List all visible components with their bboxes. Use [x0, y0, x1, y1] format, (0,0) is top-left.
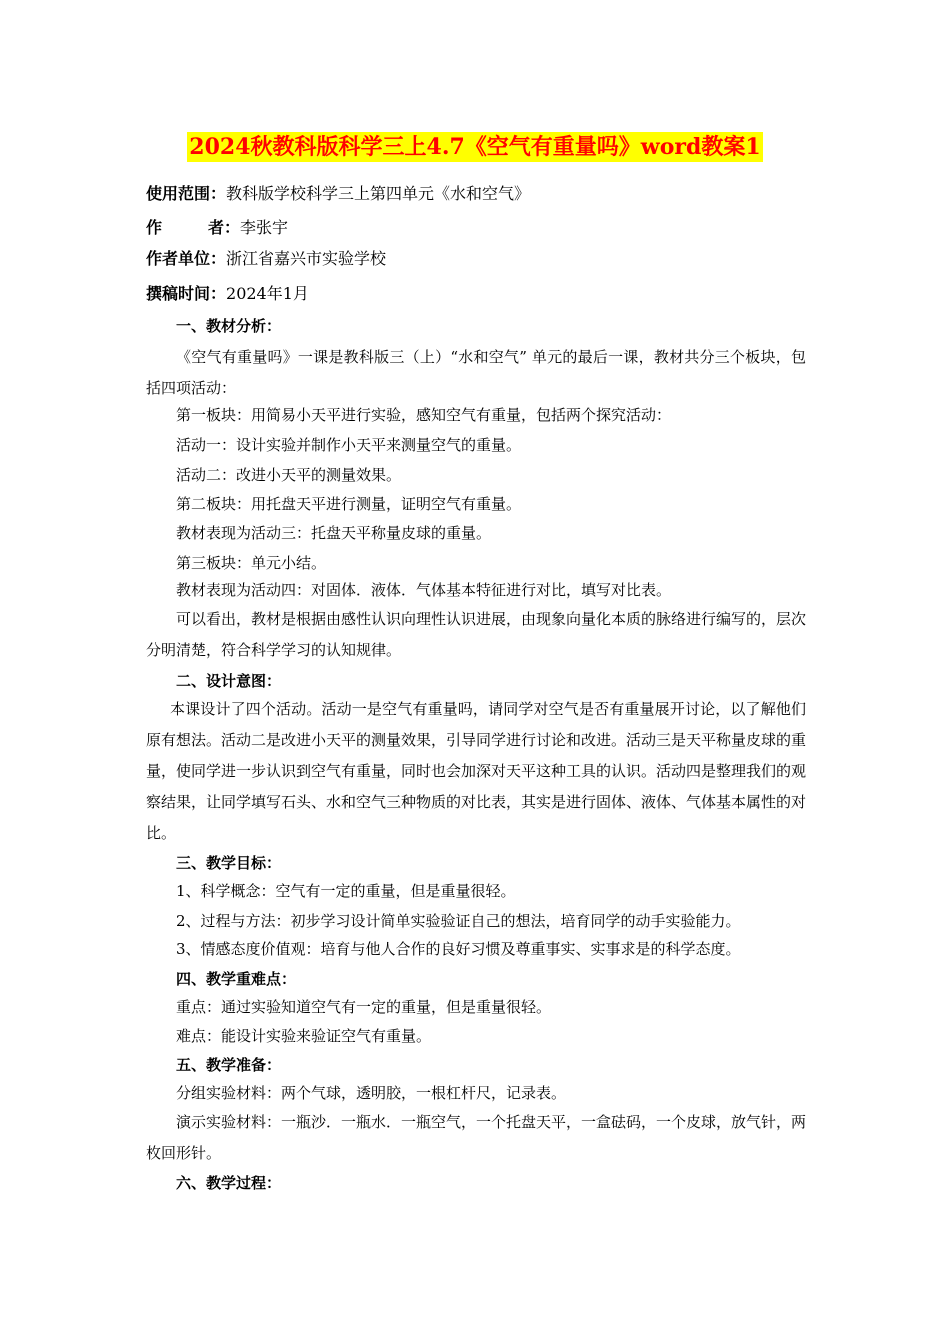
section-6-heading: 六、教学过程： — [176, 1174, 282, 1192]
section-3-line: 3、情感态度价值观：培育与他人合作的良好习惯及尊重事实、实事求是的科学态度。 — [176, 940, 741, 958]
section-1-line: 第一板块：用简易小天平进行实验，感知空气有重量，包括两个探究活动： — [176, 406, 672, 424]
section-1-line: 活动一：设计实验并制作小天平来测量空气的重量。 — [176, 436, 522, 454]
section-1-line: 教材表现为活动四：对固体．液体．气体基本特征进行对比，填写对比表。 — [176, 581, 672, 599]
meta-author — [146, 216, 288, 240]
meta-unit-value: 浙江省嘉兴市实验学校 — [226, 249, 387, 268]
section-1-summary: 可以看出，教材是根据由感性认识向理性认识进展，由现象向量化本质的脉络进行编写的，层次分明清楚，符合科学学习的认知规律。 — [146, 610, 807, 659]
meta-scope-key: 使用范围： — [146, 184, 227, 203]
document-title: 2024秋教科版科学三上4.7《空气有重量吗》word教案1 — [189, 134, 761, 160]
meta-date — [146, 282, 309, 306]
document-title-wrapper — [0, 132, 950, 162]
meta-unit — [146, 247, 386, 271]
section-1-line: 第二板块：用托盘天平进行测量，证明空气有重量。 — [176, 495, 522, 513]
section-5-heading: 五、教学准备： — [176, 1056, 282, 1074]
section-5-para: 演示实验材料：一瓶沙．一瓶水．一瓶空气，一个托盘天平，一盒砝码，一个皮球，放气针，两枚回形针。 — [146, 1113, 807, 1162]
section-1-line: 教材表现为活动三：托盘天平称量皮球的重量。 — [176, 524, 492, 542]
section-1-line: 第三板块：单元小结。 — [176, 554, 327, 572]
section-4-line: 重点：通过实验知道空气有一定的重量，但是重量很轻。 — [176, 998, 552, 1016]
meta-author-key: 作 者： — [146, 218, 241, 237]
section-3-heading: 三、教学目标： — [176, 854, 282, 872]
section-5-line: 分组实验材料：两个气球，透明胶，一根杠杆尺，记录表。 — [176, 1084, 567, 1102]
meta-date-key: 撰稿时间： — [146, 284, 227, 303]
meta-date-value: 2024年1月 — [226, 284, 309, 303]
section-2-body: 本课设计了四个活动。活动一是空气有重量吗，请同学对空气是否有重量展开讨论，以了解他们原有想法。活动二是改进小天平的测量效果，引导同学进行讨论和改进。活动三是天平称量皮球的重量，使同学进一步认识到空气有重量，同时也会加深对天平这种工具的认识。活动四是整理我们的观察结果，让同学填写石头、水和空气三种物质的对比表，其实是进行固体、液体、气体基本属性的对比。 — [146, 700, 807, 842]
section-1-heading: 一、教材分析： — [176, 317, 282, 335]
section-1-intro: 《空气有重量吗》一课是教科版三（上）“水和空气” 单元的最后一课，教材共分三个板块，包括四项活动： — [146, 348, 806, 397]
section-4-line: 难点：能设计实验来验证空气有重量。 — [176, 1027, 432, 1045]
section-4-heading: 四、教学重难点： — [176, 970, 297, 988]
section-1-line: 活动二：改进小天平的测量效果。 — [176, 466, 402, 484]
section-3-line: 1、科学概念：空气有一定的重量，但是重量很轻。 — [176, 882, 516, 900]
meta-scope-value: 教科版学校科学三上第四单元《水和空气》 — [226, 184, 531, 203]
meta-unit-key: 作者单位： — [146, 249, 227, 268]
meta-author-value: 李张宇 — [240, 218, 289, 237]
section-3-line: 2、过程与方法：初步学习设计简单实验验证自己的想法，培育同学的动手实验能力。 — [176, 912, 741, 930]
section-2-heading: 二、设计意图： — [176, 672, 282, 690]
meta-scope — [146, 182, 530, 206]
